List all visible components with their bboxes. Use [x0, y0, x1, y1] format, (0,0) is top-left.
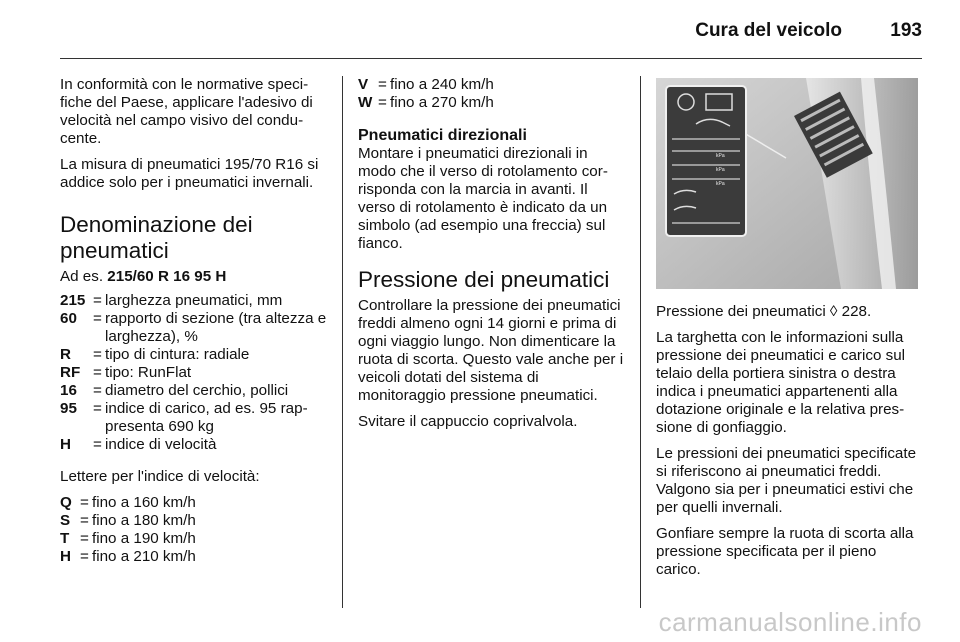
equals-sign: = [93, 364, 102, 381]
heading-directional-tyres: Pneumatici direzionali [358, 127, 527, 144]
equals-sign: = [93, 346, 102, 363]
definition-key: T [60, 530, 70, 547]
definition-key: V [358, 76, 369, 93]
header-rule [60, 58, 922, 59]
column-3 [656, 76, 924, 587]
speed-index-list-continued [358, 76, 626, 112]
paragraph-label-location: La targhetta con le informazioni sulla pressione dei pneumatici e carico sul telaio della portiera sinistra o destra indica i pneumatici appartenenti alla dotazione originale e la relativa pressione di gonfiaggio. [656, 329, 906, 436]
definition-value: fino a 270 km/h [390, 94, 494, 111]
definition-row [60, 310, 328, 346]
figure-caption: Pressione dei pneumatici ◊ 228. [656, 303, 872, 320]
speed-index-intro: Lettere per l'indice di velocità: [60, 468, 260, 485]
definition-value: fino a 240 km/h [390, 76, 494, 93]
definition-key: 95 [60, 400, 77, 417]
paragraph-tyre-size: La misura di pneumatici 195/70 R16 si addice solo per i pneumatici invernali. [60, 156, 319, 191]
definition-key: H [60, 548, 71, 565]
kpa-label-2: kPa [716, 167, 725, 173]
definition-row [60, 530, 328, 548]
example-prefix: Ad es. [60, 268, 104, 285]
paragraph-spare-wheel: Gonfiare sempre la ruota di scorta alla pressione specificata per il pieno carico. [656, 525, 914, 578]
definition-row [60, 292, 328, 310]
column-1 [60, 76, 328, 580]
definition-row [60, 382, 328, 400]
definition-row [60, 494, 328, 512]
paragraph-speed-sticker: In conformità con le normative specifiche del Paese, applicare l'adesivo di velocità nel campo visivo del conducente. [60, 76, 313, 147]
equals-sign: = [80, 530, 89, 547]
definition-value: fino a 160 km/h [92, 494, 196, 511]
definition-row [60, 346, 328, 364]
page-header [0, 0, 960, 58]
column-divider-2 [640, 76, 641, 608]
kpa-label-1: kPa [716, 153, 725, 159]
section-title: Cura del veicolo [695, 20, 842, 41]
definition-value: rapporto di sezione (tra altezza e larghezza), % [105, 310, 327, 345]
definition-key: 215 [60, 292, 86, 309]
kpa-label-3: kPa [716, 181, 725, 187]
definition-key: R [60, 346, 71, 363]
definition-row [358, 76, 626, 94]
enlarged-pressure-label [666, 86, 746, 236]
paragraph-valve-cap: Svitare il cappuccio coprivalvola. [358, 413, 578, 430]
definition-key: 60 [60, 310, 77, 327]
equals-sign: = [93, 436, 102, 453]
definition-row [60, 436, 328, 454]
definition-key: S [60, 512, 71, 529]
definition-value: tipo di cintura: radiale [105, 346, 250, 363]
definition-key: RF [60, 364, 81, 381]
equals-sign: = [93, 310, 102, 327]
column-divider-1 [342, 76, 343, 608]
paragraph-check-pressure: Controllare la pressione dei pneumatici freddi almeno ogni 14 giorni e prima di ogni viaggio lungo. Non dimenticare la ruota di scorta. Questo vale anche per i veicoli dotati del sistema di monitoraggio pressione pneumatici. [358, 297, 624, 404]
equals-sign: = [80, 548, 89, 565]
definition-value: fino a 190 km/h [92, 530, 196, 547]
speed-index-list [60, 494, 328, 566]
equals-sign: = [378, 94, 387, 111]
definition-key: 16 [60, 382, 77, 399]
definition-value: tipo: RunFlat [105, 364, 192, 381]
definition-value: diametro del cerchio, pollici [105, 382, 289, 399]
equals-sign: = [93, 400, 102, 417]
equals-sign: = [93, 292, 102, 309]
definition-value: indice di carico, ad es. 95 rappresenta 690 kg [105, 400, 308, 435]
column-2 [358, 76, 626, 439]
definition-key: H [60, 436, 71, 453]
equals-sign: = [93, 382, 102, 399]
door-frame-illustration [656, 78, 918, 289]
designation-example [60, 268, 328, 286]
equals-sign: = [80, 494, 89, 511]
example-code: 215/60 R 16 95 H [107, 268, 227, 285]
definition-value: fino a 180 km/h [92, 512, 196, 529]
definition-row [60, 548, 328, 566]
definition-key: Q [60, 494, 72, 511]
definition-row [60, 364, 328, 382]
equals-sign: = [80, 512, 89, 529]
paragraph-cold-pressure: Le pressioni dei pneumatici specificate si riferiscono ai pneumatici freddi. Valgono sia per i pneumatici estivi che per quelli invernali. [656, 445, 917, 516]
heading-tyre-designation: Denominazione dei pneumatici [60, 212, 253, 263]
tyre-pressure-label-figure [656, 78, 918, 289]
watermark: carmanualsonline.info [658, 607, 922, 637]
definition-row [358, 94, 626, 112]
definition-value: indice di velocità [105, 436, 217, 453]
definition-row [60, 512, 328, 530]
definition-value: larghezza pneumatici, mm [105, 292, 283, 309]
equals-sign: = [378, 76, 387, 93]
definition-value: fino a 210 km/h [92, 548, 196, 565]
definition-key: W [358, 94, 373, 111]
page-number: 193 [890, 20, 922, 41]
paragraph-directional-tyres: Montare i pneumatici direzionali in modo che il verso di rotolamento corrisponda con la marcia in avanti. Il verso di rotolamento è indicato da un simbolo (ad esempio una freccia) sul fianco. [358, 145, 608, 252]
designation-definition-list [60, 292, 328, 454]
definition-row [60, 400, 328, 436]
heading-tyre-pressure: Pressione dei pneumatici [358, 267, 610, 292]
